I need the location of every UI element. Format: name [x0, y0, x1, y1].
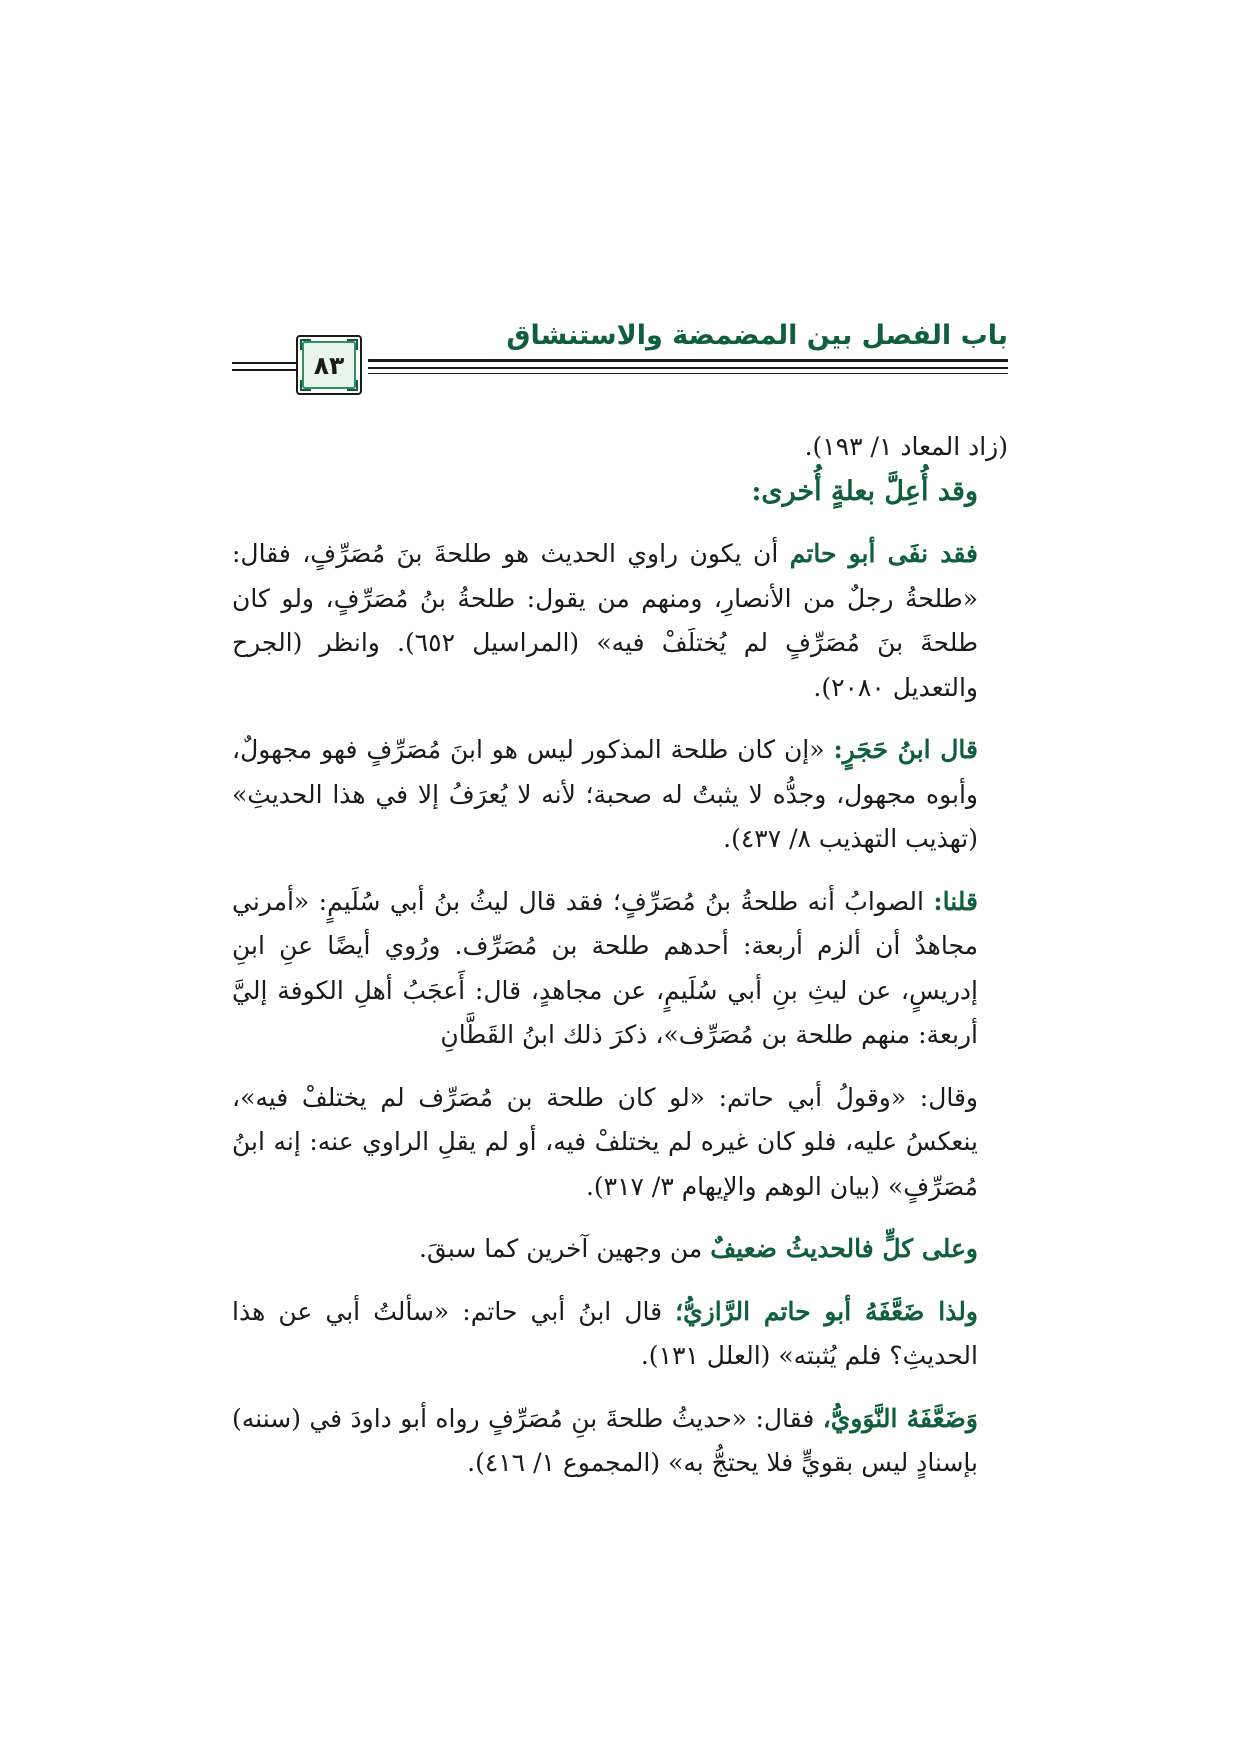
- page-number-frame: [302, 341, 356, 389]
- subheading-text: وقد أُعِلَّ بعلةٍ أُخرى:: [751, 475, 978, 507]
- paragraph-text: قال ابنُ أبي حاتم: «سألتُ أبي عن هذا الحديثِ؟ فلم يُثبته» (العلل ١٣١).: [232, 1296, 978, 1370]
- paragraph: [232, 1290, 1008, 1379]
- paragraph-text: «إن كان طلحة المذكور ليس هو ابنَ مُصَرِّفٍ فهو مجهولٌ، وأبوه مجهول، وجدُّه لا يثبتُ له صحبة؛ لأنه لا يُعرَفُ إلا في هذا الحديثِ» (تهذيب التهذيب ٨/ ٤٣٧).: [232, 735, 978, 853]
- paragraph-lead: فقد نفَى أبو حاتم: [789, 539, 978, 568]
- page-header: [0, 300, 1240, 410]
- paragraph-text: أن يكون راوي الحديث هو طلحةَ بنَ مُصَرِّفٍ، فقال: «طلحةُ رجلٌ من الأنصارِ، ومنهم من يقول: طلحةُ بنُ مُصَرِّفٍ، ولو كان طلحةَ بنَ مُصَرِّفٍ لم يُختلَفْ فيه» (المراسيل ٦٥٢). وانظر (الجرح والتعديل ٢٠٨٠).: [232, 539, 978, 702]
- chapter-title: باب الفصل بين المضمضة والاستنشاق: [506, 320, 1008, 351]
- header-rule-right: [368, 373, 1008, 374]
- paragraph: [232, 728, 1008, 862]
- paragraph-text: فقال: «حديثُ طلحةَ بنِ مُصَرِّفٍ رواه أبو داودَ في (سننه) بإسنادٍ ليس بقويٍّ فلا يحتجُّ به» (المجموع ١/ ٤١٦).: [232, 1403, 978, 1477]
- paragraph: [232, 1076, 1008, 1210]
- paragraph-text: من وجهين آخرين كما سبقَ.: [419, 1234, 711, 1263]
- header-rule-left: [232, 369, 300, 371]
- paragraph-lead: قال ابنُ حَجَرٍ:: [833, 735, 978, 764]
- paragraph-text: الصوابُ أنه طلحةُ بنُ مُصَرِّفٍ؛ فقد قال ليثُ بنُ أبي سُلَيمٍ: «أمرني مجاهدٌ أن ألزم أربعة: أحدهم طلحة بن مُصَرِّف. ورُوي أيضًا عنِ ابنِ إدريسٍ، عن ليثِ بنِ أبي سُلَيمٍ، عن مجاهدٍ، قال: أَعجَبُ أهلِ الكوفة إليَّ أربعة: منهم طلحة بن مُصَرِّف»، ذكرَ ذلك ابنُ القَطَّانِ: [232, 886, 978, 1049]
- header-rule-right: [368, 367, 1008, 369]
- paragraph-lead: ولذا ضَعَّفَهُ أبو حاتم الرَّازيُّ؛: [675, 1296, 978, 1326]
- paragraph: [232, 1227, 1008, 1272]
- paragraph-text: وقال: «وقولُ أبي حاتم: «لو كان طلحة بن مُصَرِّف لم يختلفْ فيه»، ينعكسُ عليه، فلو كان غيره لم يختلفْ فيه، أو لم يقلِ الراوي عنه: إنه ابنُ مُصَرِّفٍ» (بيان الوهم والإيهام ٣/ ٣١٧).: [232, 1082, 978, 1201]
- section-subheading: [232, 470, 1008, 515]
- paragraph: [232, 880, 1008, 1058]
- page-body: [232, 425, 1008, 1486]
- paragraph-lead: قلنا:: [933, 886, 978, 916]
- header-rule-right: [368, 359, 1008, 362]
- paragraph: [232, 532, 1008, 710]
- paragraph-lead: وَضَعَّفَهُ النَّوَويُّ،: [822, 1403, 978, 1433]
- page-number-badge: [296, 335, 362, 395]
- paragraph: [232, 1397, 1008, 1486]
- header-rule-left: [232, 362, 300, 364]
- paragraph-lead: وعلى كلٍّ فالحديثُ ضعيفٌ: [710, 1234, 978, 1263]
- citation-line: (زاد المعاد ١/ ١٩٣).: [804, 432, 1008, 461]
- page-number: ٨٣: [313, 350, 345, 380]
